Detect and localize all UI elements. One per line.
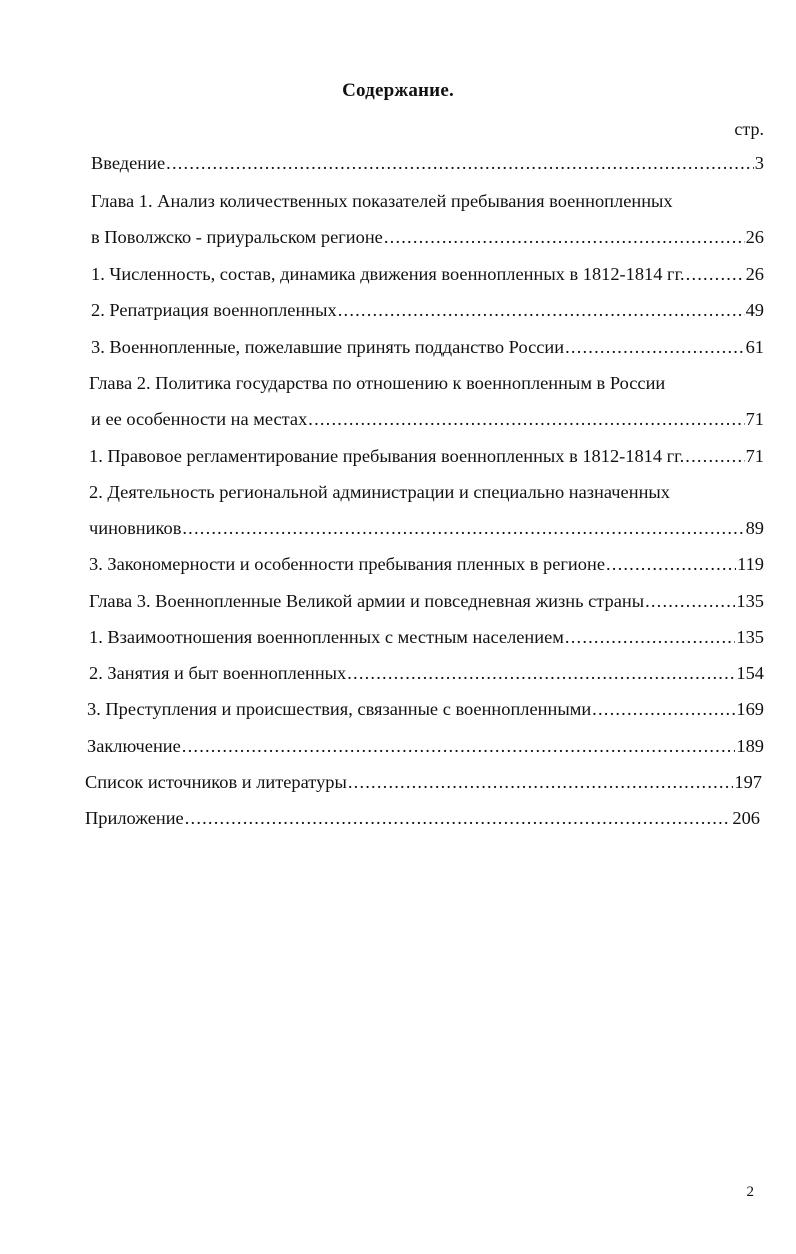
page-column-label: стр. (734, 119, 764, 139)
toc-entry-label: 1. Численность, состав, динамика движения военнопленных в 1812-1814 гг. (91, 264, 685, 284)
toc-entry-conclusion[interactable] (87, 734, 764, 758)
toc-entry-label: Список источников и литературы (85, 772, 347, 792)
toc-chapter-2-heading[interactable]: Глава 2. Политика государства по отношению к военнопленным в России (89, 373, 666, 393)
toc-chapter-1-heading[interactable]: Глава 1. Анализ количественных показателей пребывания военнопленных (91, 191, 673, 211)
toc-entry-label: Заключение (87, 736, 181, 756)
dot-leader (185, 806, 732, 830)
toc-chapter-1[interactable] (91, 225, 764, 249)
toc-section-2-3[interactable] (89, 552, 764, 576)
toc-section-2-2-heading[interactable]: 2. Деятельность региональной администрации и специально назначенных (89, 482, 670, 502)
toc-entry-label: 1. Взаимоотношения военнопленных с местным населением (89, 627, 564, 647)
dot-leader (182, 516, 744, 540)
dot-leader (338, 298, 745, 322)
toc-section-2-2[interactable] (89, 516, 764, 540)
toc-entry-appendix[interactable] (85, 806, 760, 830)
toc-entry-page: 3 (754, 153, 764, 173)
toc-entry-label: 2. Занятия и быт военнопленных (89, 663, 347, 683)
toc-section-3-1[interactable] (89, 625, 764, 649)
toc-entry-label: 3. Военнопленные, пожелавшие принять подданство России (91, 337, 565, 357)
toc-entry-page: 135 (736, 591, 764, 611)
dot-leader (347, 661, 735, 685)
toc-entry-label: 1. Правовое регламентирование пребывания военнопленных в 1812-1814 гг. (89, 446, 685, 466)
dot-leader (166, 151, 754, 175)
toc-entry-page: 197 (734, 772, 762, 792)
toc-entry-label: 3. Закономерности и особенности пребывания пленных в регионе (89, 554, 605, 574)
dot-leader (686, 262, 745, 286)
toc-section-2-1[interactable] (89, 444, 764, 468)
toc-entry-page: 26 (745, 264, 764, 284)
toc-chapter-3[interactable] (89, 589, 764, 613)
toc-entry-label: Приложение (85, 808, 184, 828)
page-number: 2 (746, 1184, 754, 1200)
toc-entry-page: 49 (745, 300, 764, 320)
dot-leader (565, 335, 745, 359)
toc-entry-page: 135 (736, 627, 764, 647)
toc-entry-page: 119 (737, 554, 764, 574)
toc-entry-label: в Поволжско - приуральском регионе (91, 227, 383, 247)
toc-entry-page: 189 (736, 736, 764, 756)
toc-entry-page: 89 (745, 518, 764, 538)
toc-chapter-2[interactable] (91, 407, 764, 431)
toc-entry-label: 3. Преступления и происшествия, связанные с военнопленными (87, 699, 592, 719)
toc-entry-page: 71 (745, 409, 764, 429)
toc-title: Содержание. (342, 80, 454, 101)
toc-entry-page: 71 (745, 446, 764, 466)
toc-entry-introduction[interactable] (91, 151, 764, 175)
dot-leader (685, 444, 744, 468)
toc-section-1-2[interactable] (91, 298, 764, 322)
toc-entry-label: чиновников (89, 518, 182, 538)
toc-entry-label: и ее особенности на местах (91, 409, 308, 429)
toc-entry-page: 154 (736, 663, 764, 683)
dot-leader (565, 625, 735, 649)
toc-entry-sources[interactable] (85, 770, 762, 794)
dot-leader (384, 225, 745, 249)
toc-section-3-2[interactable] (89, 661, 764, 685)
dot-leader (182, 734, 736, 758)
toc-entry-page: 61 (745, 337, 764, 357)
toc-entry-label: 2. Репатриация военнопленных (91, 300, 337, 320)
dot-leader (308, 407, 744, 431)
dot-leader (348, 770, 734, 794)
toc-section-3-3[interactable] (87, 697, 764, 721)
dot-leader (592, 697, 735, 721)
toc-section-1-3[interactable] (91, 335, 764, 359)
dot-leader (606, 552, 736, 576)
toc-entry-label: Введение (91, 153, 166, 173)
dot-leader (645, 589, 735, 613)
toc-entry-page: 206 (732, 808, 760, 828)
toc-entry-label: Глава 3. Военнопленные Великой армии и повседневная жизнь страны (89, 591, 645, 611)
toc-section-1-1[interactable] (91, 262, 764, 286)
toc-entry-page: 26 (745, 227, 764, 247)
toc-entry-page: 169 (736, 699, 764, 719)
